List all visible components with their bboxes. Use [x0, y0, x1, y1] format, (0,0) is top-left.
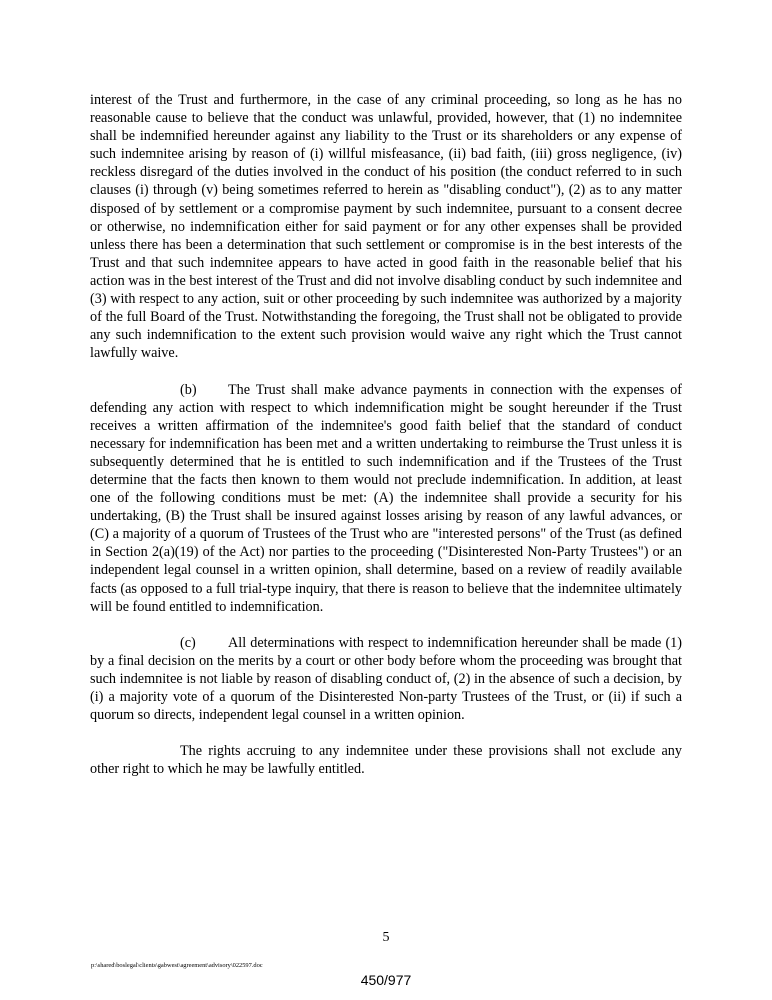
page-counter: 450/977	[360, 972, 412, 988]
paragraph-rights	[90, 742, 682, 778]
paragraph-continuation	[90, 91, 682, 362]
body-text	[90, 91, 682, 797]
paragraph-text: interest of the Trust and furthermore, in the case of any criminal proceeding, so long as he has no reasonable cause to believe that the conduct was unlawful, provided, however, that (1) no indemnitee shall be indemnified hereunder against any liability to the Trust or its shareholders or any expense of such indemnitee arising by reason of (i) willful misfeasance, (ii) bad faith, (iii) gross negligence, (iv) reckless disregard of the duties involved in the conduct of his position (the conduct referred to in such clauses (i) through (v) being sometimes referred to herein as "disabling conduct"), (2) as to any matter disposed of by settlement or a compromise payment by such indemnitee, pursuant to a consent decree or otherwise, no indemnification either for said payment or for any other expenses shall be provided unless there has been a determination that such settlement or compromise is in the best interests of the Trust and that such indemnitee appears to have acted in good faith in the reasonable belief that his action was in the best interest of the Trust and did not involve disabling conduct by such indemnitee and (3) with respect to any action, suit or other proceeding by such indemnitee was authorized by a majority of the full Board of the Trust. Notwithstanding the foregoing, the Trust shall not be obligated to provide any such indemnification to the extent such provision would waive any right which the Trust cannot lawfully waive.	[90, 92, 682, 362]
page-number: 5	[382, 930, 390, 945]
paragraph-label: (b)	[180, 381, 197, 398]
paragraph-b	[90, 381, 682, 616]
paragraph-text: All determinations with respect to indemnification hereunder shall be made (1) by a final decision on the merits by a court or other body before whom the proceeding was brought that such indemnitee is not liable by reason of disabling conduct of, (2) in the absence of such a decision, by (i) a majority vote of a quorum of the Disinterested Non-party Trustees of the Trust, or (ii) if such a quorum so directs, independent legal counsel in a written opinion.	[90, 634, 682, 724]
paragraph-label: (c)	[180, 634, 196, 651]
paragraph-c	[90, 634, 682, 724]
paragraph-text: The Trust shall make advance payments in connection with the expenses of defending any action with respect to which indemnification might be sought hereunder if the Trust receives a written affirmation of the indemnitee's good faith belief that the standard of conduct necessary for indemnification has been met and a written undertaking to reimburse the Trust unless it is subsequently determined that he is entitled to such indemnification and if the Trustees of the Trust determine that the facts then known to them would not preclude indemnification. In addition, at least one of the following conditions must be met: (A) the indemnitee shall provide a security for his undertaking, (B) the Trust shall be insured against losses arising by reason of any lawful advances, or (C) a majority of a quorum of Trustees of the Trust who are "interested persons" of the Trust (as defined in Section 2(a)(19) of the Act) nor parties to the proceeding ("Disinterested Non-Party Trustees") or an independent legal counsel in a written opinion, shall determine, based on a review of readily available facts (as opposed to a full trial-type inquiry, that there is reason to believe that the indemnitee ultimately will be found entitled to indemnification.	[90, 381, 682, 615]
paragraph-text: The rights accruing to any indemnitee under these provisions shall not exclude any other right to which he may be lawfully entitled.	[90, 743, 682, 778]
file-path: p:\shared\boslegal\clients\gabwest\agreement\advisory\022597.doc	[91, 962, 263, 969]
